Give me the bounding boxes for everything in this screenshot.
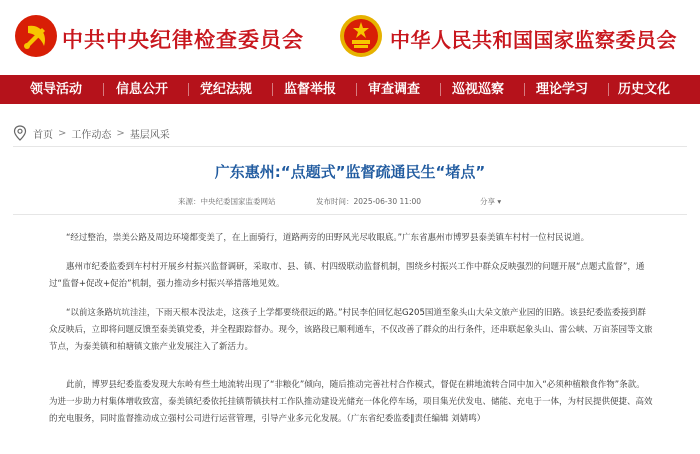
nav-item-report[interactable]: 监督举报 — [284, 82, 337, 97]
article-meta — [0, 196, 700, 210]
main-nav — [0, 75, 700, 104]
breadcrumb-work-news[interactable]: 工作动态 — [71, 129, 112, 141]
nav-item-investigation[interactable]: 审查调查 — [368, 82, 421, 97]
breadcrumb-separator: > — [116, 127, 125, 139]
nav-item-history[interactable]: 历史文化 — [618, 82, 671, 97]
chevron-down-icon: ▾ — [497, 197, 502, 206]
nav-item-regulations[interactable]: 党纪法规 — [200, 82, 253, 97]
nav-separator — [188, 83, 189, 96]
org-name-nsc: 中华人民共和国国家监察委员会 — [390, 28, 677, 52]
article-title: 广东惠州:“点题式”监督疏通民生“堵点” — [214, 163, 486, 181]
breadcrumb-separator: > — [58, 127, 67, 139]
breadcrumb-grassroots[interactable]: 基层风采 — [129, 129, 170, 141]
nav-separator — [608, 83, 609, 96]
nav-separator — [524, 83, 525, 96]
nav-separator — [103, 83, 104, 96]
nav-item-theory[interactable]: 理论学习 — [536, 82, 589, 97]
national-emblem-icon — [339, 14, 383, 58]
party-emblem-icon — [14, 14, 58, 58]
nav-separator — [440, 83, 441, 96]
article-paragraph: 此前，博罗县纪委监委发现大东岭有些土地流转出现了“非粮化”倾向，随后推动完善社村合作模式，督促在耕地流转合同中加入“必须种植粮食作物”条款。为进一步助力村集体增收致富，泰美镇纪委依托挂镇帮镇扶村工作队推动建设光储充一体化停车场，项目集光伏发电、储能、充电于一体，为村民提供便捷、高效的充电服务，同时监督推动成立强村公司进行运营管理，引导产业多元化发展。（广东省纪委监委‖责任编辑 刘婧鸣） — [49, 380, 653, 424]
nav-item-disclosure[interactable]: 信息公开 — [116, 82, 169, 97]
article-paragraph: 惠州市纪委监委到车村村开展乡村振兴监督调研，采取市、县、镇、村四级联动监督机制，围绕乡村振兴工作中群众反映强烈的问题开展“点题式监督”，通过“监督+促改+促治”机制，强力推动乡村振兴举措落地见效。 — [49, 262, 645, 289]
share-button[interactable] — [480, 196, 501, 207]
share-label: 分享 — [480, 197, 495, 206]
nav-item-inspection[interactable]: 巡视巡察 — [452, 82, 505, 97]
breadcrumb-divider — [13, 146, 687, 147]
meta-divider — [13, 214, 687, 215]
article-paragraph: “以前这条路坑坑洼洼，下雨天根本没法走，这孩子上学都要绕很远的路。”村民李伯回忆起G205国道至象头山大朵文旅产业园的旧路。该县纪委监委接到群众反映后，立即将问题反馈至泰美镇党委，并全程跟踪督办。现今，该路段已顺利通车，不仅改善了群众的出行条件，还串联起象头山、雷公峡、万亩茶园等文旅节点，为泰美镇和柏塘镇文旅产业发展注入了新活力。 — [49, 308, 653, 352]
breadcrumb — [13, 124, 170, 142]
article-date: 发布时间：2025-06-30 11:00 — [316, 197, 422, 206]
location-pin-icon — [13, 125, 27, 141]
article-source: 来源：中央纪委国家监委网站 — [178, 197, 276, 206]
article-paragraph: “经过整治，崇美公路及周边环境都变美了，在上面骑行，道路两旁的田野风光尽收眼底。”广东省惠州市博罗县泰美镇车村村一位村民说道。 — [66, 233, 590, 243]
nav-item-leadership[interactable]: 领导活动 — [30, 82, 83, 97]
breadcrumb-home[interactable]: 首页 — [33, 129, 53, 141]
nav-separator — [356, 83, 357, 96]
org-name-ccdi: 中共中央纪律检查委员会 — [62, 27, 304, 52]
nav-separator — [272, 83, 273, 96]
site-header — [0, 0, 700, 75]
